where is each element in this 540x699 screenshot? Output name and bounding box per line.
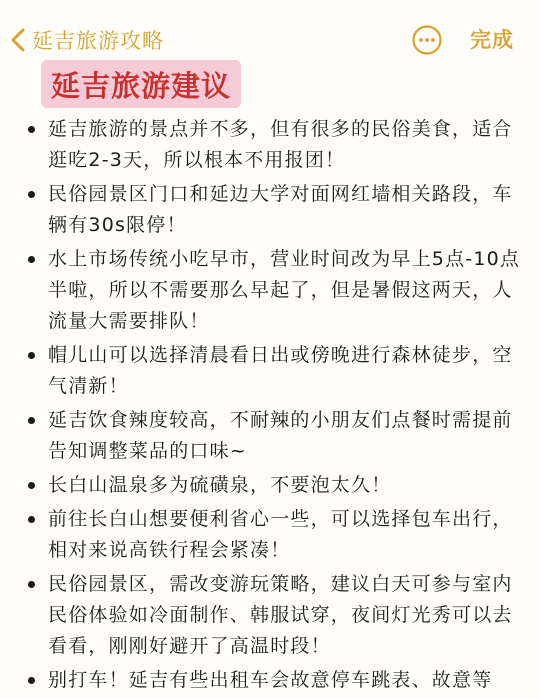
list-item-text: 水上市场传统小吃早市，营业时间改为早上5点-10点半啦，所以不需要那么早起了，但是暑假这两天，人流量大需要排队！ xyxy=(48,248,521,332)
list-item xyxy=(0,340,540,402)
bullet-dot-icon xyxy=(28,677,35,684)
bullet-dot-icon xyxy=(28,482,35,489)
list-item xyxy=(0,504,540,566)
list-item-text: 民俗园景区门口和延边大学对面网红墙相关路段，车辆有30s限停！ xyxy=(48,183,513,236)
list-item-text: 延吉旅游的景点并不多，但有很多的民俗美食，适合逛吃2-3天，所以根本不用报团！ xyxy=(48,118,513,171)
list-item xyxy=(0,569,540,662)
list-item xyxy=(0,244,540,337)
list-item-text: 帽儿山可以选择清晨看日出或傍晚进行森林徒步，空气清新！ xyxy=(48,344,513,397)
list-item-text: 民俗园景区，需改变游玩策略，建议白天可参与室内民俗体验如冷面制作、韩服试穿，夜间灯光秀可以去看看，刚刚好避开了高温时段！ xyxy=(48,573,513,657)
list-item-text: 长白山温泉多为硫磺泉，不要泡太久！ xyxy=(48,474,392,496)
more-dots-icon xyxy=(411,24,443,56)
list-item-text: 延吉饮食辣度较高，不耐辣的小朋友们点餐时需提前告知调整菜品的口味~ xyxy=(48,409,513,462)
bullet-dot-icon xyxy=(28,581,35,588)
note-title-highlight xyxy=(41,60,241,108)
chevron-left-icon xyxy=(10,27,26,53)
list-item xyxy=(0,665,540,696)
more-options-button[interactable] xyxy=(411,24,443,56)
bullet-dot-icon xyxy=(28,352,35,359)
bullet-dot-icon xyxy=(28,126,35,133)
list-item-text: 前往长白山想要便利省心一些，可以选择包车出行，相对来说高铁行程会紧凑！ xyxy=(48,508,513,561)
list-item-text: 别打车！延吉有些出租车会故意停车跳表、故意等 xyxy=(48,669,493,691)
back-label: 延吉旅游攻略 xyxy=(32,29,164,53)
bullet-dot-icon xyxy=(28,516,35,523)
list-item xyxy=(0,470,540,501)
list-item xyxy=(0,114,540,176)
back-button[interactable] xyxy=(10,22,164,58)
done-button[interactable]: 完成 xyxy=(470,28,514,52)
list-item xyxy=(0,179,540,241)
bullet-dot-icon xyxy=(28,256,35,263)
bullet-dot-icon xyxy=(28,417,35,424)
tips-list xyxy=(0,114,540,699)
bullet-dot-icon xyxy=(28,191,35,198)
note-title: 延吉旅游建议 xyxy=(51,68,232,103)
list-item xyxy=(0,405,540,467)
